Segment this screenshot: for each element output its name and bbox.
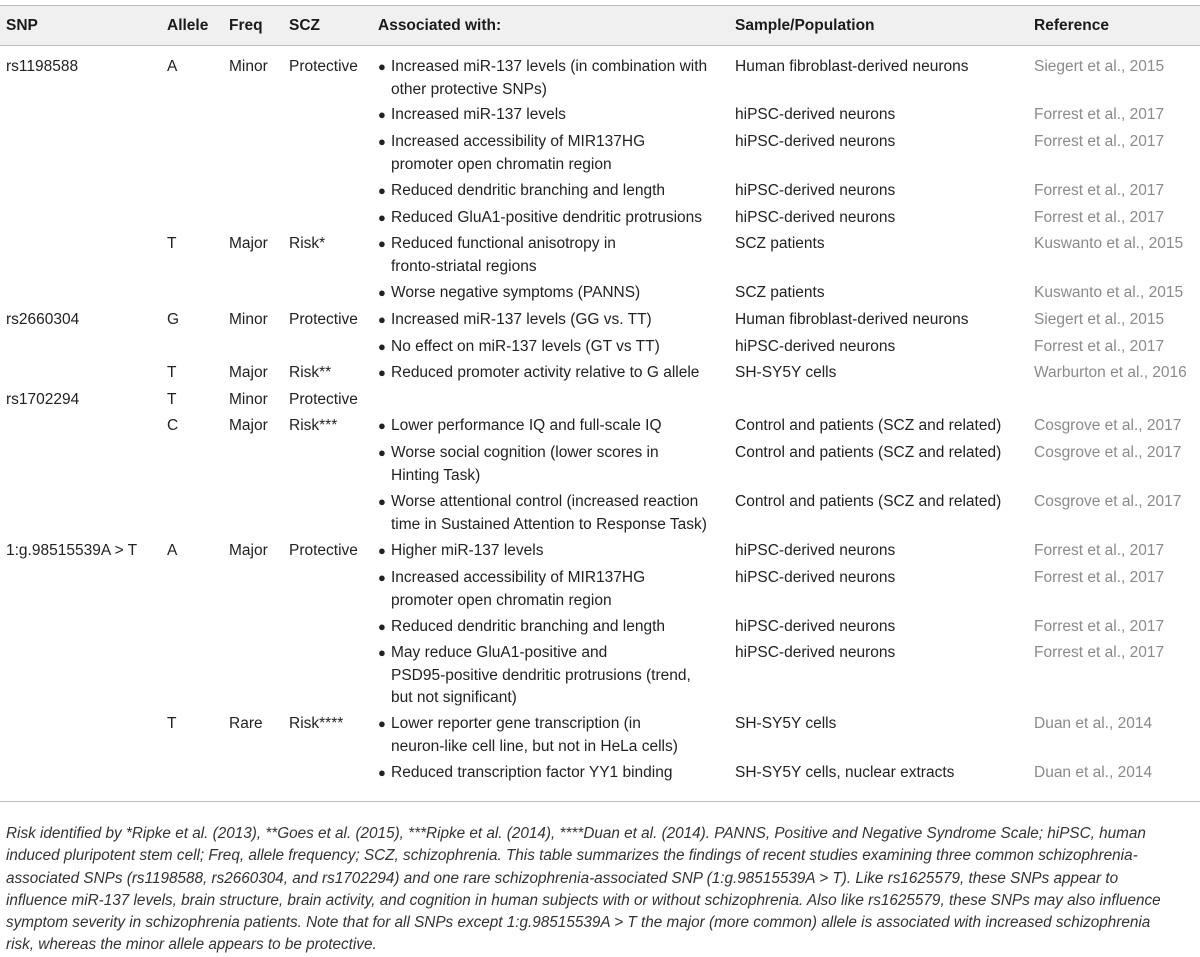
finding-text-line: Increased accessibility of MIR137HG bbox=[391, 569, 646, 586]
finding-text-line: other protective SNPs) bbox=[391, 80, 547, 98]
reference-link[interactable]: Warburton et al., 2016 bbox=[1034, 364, 1187, 381]
allele-cell: T bbox=[167, 235, 177, 252]
footnote-line: influence miR-137 levels, brain structure, brain activity, and cognition in human subjects with or without schizophrenia. Also like rs1625579, these SNPs may also influence bbox=[6, 891, 1161, 909]
finding-text bbox=[378, 540, 723, 563]
bullet-icon: ● bbox=[378, 543, 386, 558]
reference-link[interactable]: Duan et al., 2014 bbox=[1034, 764, 1153, 781]
finding-text-line: Reduced GluA1-positive dendritic protrusions bbox=[391, 209, 703, 226]
finding-text bbox=[378, 336, 723, 359]
bullet-icon: ● bbox=[378, 445, 386, 460]
finding-text-line: Reduced transcription factor YY1 binding bbox=[391, 764, 673, 781]
allele-cell: T bbox=[167, 391, 177, 408]
sample-cell: hiPSC-derived neurons bbox=[735, 542, 896, 559]
header-freq: Freq bbox=[229, 17, 263, 34]
finding-text-line: No effect on miR-137 levels (GT vs TT) bbox=[391, 338, 660, 355]
reference-link[interactable]: Siegert et al., 2015 bbox=[1034, 58, 1165, 75]
sample-cell: Control and patients (SCZ and related) bbox=[735, 417, 1002, 434]
scz-cell: Protective bbox=[289, 391, 358, 408]
finding-text-line: Reduced dendritic branching and length bbox=[391, 182, 666, 199]
freq-cell: Major bbox=[229, 417, 268, 434]
reference-link[interactable]: Forrest et al., 2017 bbox=[1034, 644, 1165, 661]
finding-text bbox=[378, 491, 723, 536]
finding-item bbox=[378, 282, 723, 305]
footnote-line: induced pluripotent stem cell; Freq, allele frequency; SCZ, schizophrenia. This table summarizes the findings of recent studies examining three common schizophrenia- bbox=[6, 847, 1138, 865]
sample-cell: hiPSC-derived neurons bbox=[735, 569, 896, 586]
finding-text-line: Worse negative symptoms (PANNS) bbox=[391, 284, 641, 301]
finding-text-line: Reduced dendritic branching and length bbox=[391, 618, 666, 635]
finding-item bbox=[378, 762, 723, 785]
header-sample-population: Sample/Population bbox=[735, 17, 875, 34]
finding-item bbox=[378, 180, 723, 203]
sample-cell: Control and patients (SCZ and related) bbox=[735, 493, 1002, 510]
finding-item bbox=[378, 362, 723, 385]
sample-cell: hiPSC-derived neurons bbox=[735, 338, 896, 355]
finding-text-line: but not significant) bbox=[391, 689, 517, 706]
header-allele: Allele bbox=[167, 17, 209, 34]
finding-text-line: Hinting Task) bbox=[391, 466, 481, 484]
finding-text-line: promoter open chromatin region bbox=[391, 155, 612, 173]
header-snp: SNP bbox=[6, 17, 38, 34]
finding-text bbox=[378, 713, 723, 758]
finding-item bbox=[378, 233, 723, 278]
sample-cell: SH-SY5Y cells bbox=[735, 364, 837, 381]
scz-cell: Risk** bbox=[289, 364, 332, 381]
header-associated-with: Associated with: bbox=[378, 17, 502, 34]
sample-cell: hiPSC-derived neurons bbox=[735, 182, 896, 199]
scz-cell: Protective bbox=[289, 58, 358, 75]
header-reference: Reference bbox=[1034, 17, 1109, 34]
reference-link[interactable]: Siegert et al., 2015 bbox=[1034, 311, 1165, 328]
finding-item bbox=[378, 567, 723, 612]
footnote-line: symptom severity in schizophrenia patients. Note that for all SNPs except 1:g.98515539A > T the major (more common) allele is associated with increased schizophrenia bbox=[6, 914, 1151, 932]
finding-text bbox=[378, 282, 723, 305]
reference-link[interactable]: Forrest et al., 2017 bbox=[1034, 618, 1165, 635]
header-scz: SCZ bbox=[289, 17, 320, 34]
reference-link[interactable]: Forrest et al., 2017 bbox=[1034, 182, 1165, 199]
finding-text bbox=[378, 362, 723, 385]
finding-text bbox=[378, 233, 723, 278]
allele-cell: T bbox=[167, 715, 177, 732]
bullet-icon: ● bbox=[378, 134, 386, 149]
allele-cell: C bbox=[167, 417, 179, 434]
finding-text-line: Lower performance IQ and full-scale IQ bbox=[391, 417, 662, 434]
finding-text bbox=[378, 207, 723, 230]
finding-item bbox=[378, 104, 723, 127]
scz-cell: Risk* bbox=[289, 235, 326, 252]
bullet-icon: ● bbox=[378, 312, 386, 327]
bullet-icon: ● bbox=[378, 183, 386, 198]
table-bottom-rule bbox=[0, 801, 1200, 802]
finding-text-line: PSD95-positive dendritic protrusions (trend, bbox=[391, 666, 691, 684]
reference-link[interactable]: Forrest et al., 2017 bbox=[1034, 338, 1165, 355]
reference-link[interactable]: Forrest et al., 2017 bbox=[1034, 569, 1165, 586]
table-footnote bbox=[6, 823, 1196, 957]
sample-cell: Human fibroblast-derived neurons bbox=[735, 58, 969, 75]
finding-item bbox=[378, 207, 723, 230]
finding-text-line: promoter open chromatin region bbox=[391, 591, 612, 609]
freq-cell: Minor bbox=[229, 391, 268, 408]
allele-cell: A bbox=[167, 58, 178, 75]
allele-cell: T bbox=[167, 364, 177, 381]
reference-link[interactable]: Forrest et al., 2017 bbox=[1034, 209, 1165, 226]
finding-text-line: fronto-striatal regions bbox=[391, 257, 537, 275]
sample-cell: hiPSC-derived neurons bbox=[735, 618, 896, 635]
bullet-icon: ● bbox=[378, 619, 386, 634]
finding-text-line: Increased miR-137 levels (GG vs. TT) bbox=[391, 311, 652, 328]
reference-link[interactable]: Kuswanto et al., 2015 bbox=[1034, 284, 1184, 301]
bullet-icon: ● bbox=[378, 765, 386, 780]
sample-cell: hiPSC-derived neurons bbox=[735, 133, 896, 150]
finding-text-line: Increased miR-137 levels (in combination with bbox=[391, 58, 708, 75]
freq-cell: Major bbox=[229, 542, 268, 559]
sample-cell: SH-SY5Y cells bbox=[735, 715, 837, 732]
finding-text bbox=[378, 104, 723, 127]
finding-text-line: Higher miR-137 levels bbox=[391, 542, 544, 559]
finding-text bbox=[378, 616, 723, 639]
finding-text bbox=[378, 415, 723, 438]
finding-text bbox=[378, 642, 723, 710]
reference-link[interactable]: Duan et al., 2014 bbox=[1034, 715, 1153, 732]
reference-link[interactable]: Cosgrove et al., 2017 bbox=[1034, 444, 1182, 461]
footnote-line: associated SNPs (rs1198588, rs2660304, and rs1702294) and one rare schizophrenia-associated SNP (1:g.98515539A > T). Like rs1625579, these SNPs appear to bbox=[6, 869, 1119, 887]
finding-text bbox=[378, 309, 723, 332]
reference-link[interactable]: Cosgrove et al., 2017 bbox=[1034, 417, 1182, 434]
table-header-row bbox=[0, 5, 1200, 46]
finding-text bbox=[378, 442, 723, 487]
finding-item bbox=[378, 442, 723, 487]
reference-link[interactable]: Forrest et al., 2017 bbox=[1034, 133, 1165, 150]
sample-cell: SCZ patients bbox=[735, 235, 825, 252]
finding-text-line: Worse attentional control (increased reaction bbox=[391, 493, 699, 510]
reference-link[interactable]: Cosgrove et al., 2017 bbox=[1034, 493, 1182, 510]
freq-cell: Rare bbox=[229, 715, 263, 732]
bullet-icon: ● bbox=[378, 107, 386, 122]
finding-text bbox=[378, 567, 723, 612]
bullet-icon: ● bbox=[378, 494, 386, 509]
finding-text-line: Reduced functional anisotropy in bbox=[391, 235, 616, 252]
allele-cell: G bbox=[167, 311, 180, 328]
sample-cell: hiPSC-derived neurons bbox=[735, 644, 896, 661]
finding-text-line: Lower reporter gene transcription (in bbox=[391, 715, 641, 732]
freq-cell: Major bbox=[229, 235, 268, 252]
scz-cell: Risk**** bbox=[289, 715, 344, 732]
finding-item bbox=[378, 713, 723, 758]
allele-cell: A bbox=[167, 542, 178, 559]
finding-text bbox=[378, 56, 723, 101]
finding-item bbox=[378, 540, 723, 563]
snp-id: rs1702294 bbox=[6, 391, 80, 408]
finding-text-line: May reduce GluA1-positive and bbox=[391, 644, 608, 661]
bullet-icon: ● bbox=[378, 645, 386, 660]
sample-cell: Control and patients (SCZ and related) bbox=[735, 444, 1002, 461]
bullet-icon: ● bbox=[378, 210, 386, 225]
bullet-icon: ● bbox=[378, 418, 386, 433]
finding-text bbox=[378, 180, 723, 203]
bullet-icon: ● bbox=[378, 285, 386, 300]
scz-cell: Protective bbox=[289, 311, 358, 328]
finding-item bbox=[378, 415, 723, 438]
sample-cell: SCZ patients bbox=[735, 284, 825, 301]
bullet-icon: ● bbox=[378, 339, 386, 354]
finding-item bbox=[378, 642, 723, 710]
finding-item bbox=[378, 616, 723, 639]
footnote-line: Risk identified by *Ripke et al. (2013), **Goes et al. (2015), ***Ripke et al. (2014), ****Duan et al. (2014). PANNS, Positive and Negative Syndrome Scale; hiPSC, human bbox=[6, 825, 1146, 842]
finding-text-line: neuron-like cell line, but not in HeLa cells) bbox=[391, 737, 678, 755]
finding-item bbox=[378, 309, 723, 332]
finding-item bbox=[378, 56, 723, 101]
scz-cell: Risk*** bbox=[289, 417, 338, 434]
freq-cell: Minor bbox=[229, 311, 268, 328]
sample-cell: hiPSC-derived neurons bbox=[735, 106, 896, 123]
bullet-icon: ● bbox=[378, 236, 386, 251]
finding-text bbox=[378, 131, 723, 176]
bullet-icon: ● bbox=[378, 59, 386, 74]
finding-text-line: Increased accessibility of MIR137HG bbox=[391, 133, 646, 150]
freq-cell: Major bbox=[229, 364, 268, 381]
freq-cell: Minor bbox=[229, 58, 268, 75]
footnote-line: risk, whereas the minor allele appears to be protective. bbox=[6, 936, 377, 954]
sample-cell: SH-SY5Y cells, nuclear extracts bbox=[735, 764, 955, 781]
snp-id: rs1198588 bbox=[6, 58, 79, 75]
reference-link[interactable]: Forrest et al., 2017 bbox=[1034, 542, 1165, 559]
finding-text-line: Increased miR-137 levels bbox=[391, 106, 566, 123]
finding-item bbox=[378, 491, 723, 536]
reference-link[interactable]: Kuswanto et al., 2015 bbox=[1034, 235, 1184, 252]
finding-item bbox=[378, 336, 723, 359]
reference-link[interactable]: Forrest et al., 2017 bbox=[1034, 106, 1165, 123]
bullet-icon: ● bbox=[378, 570, 386, 585]
sample-cell: Human fibroblast-derived neurons bbox=[735, 311, 969, 328]
finding-text bbox=[378, 762, 723, 785]
snp-id: rs2660304 bbox=[6, 311, 80, 328]
finding-text-line: time in Sustained Attention to Response Task) bbox=[391, 515, 707, 533]
finding-item bbox=[378, 131, 723, 176]
bullet-icon: ● bbox=[378, 365, 386, 380]
bullet-icon: ● bbox=[378, 716, 386, 731]
sample-cell: hiPSC-derived neurons bbox=[735, 209, 896, 226]
finding-text-line: Reduced promoter activity relative to G allele bbox=[391, 364, 700, 381]
snp-id: 1:g.98515539A > T bbox=[6, 542, 138, 559]
scz-cell: Protective bbox=[289, 542, 358, 559]
finding-text-line: Worse social cognition (lower scores in bbox=[391, 444, 659, 461]
